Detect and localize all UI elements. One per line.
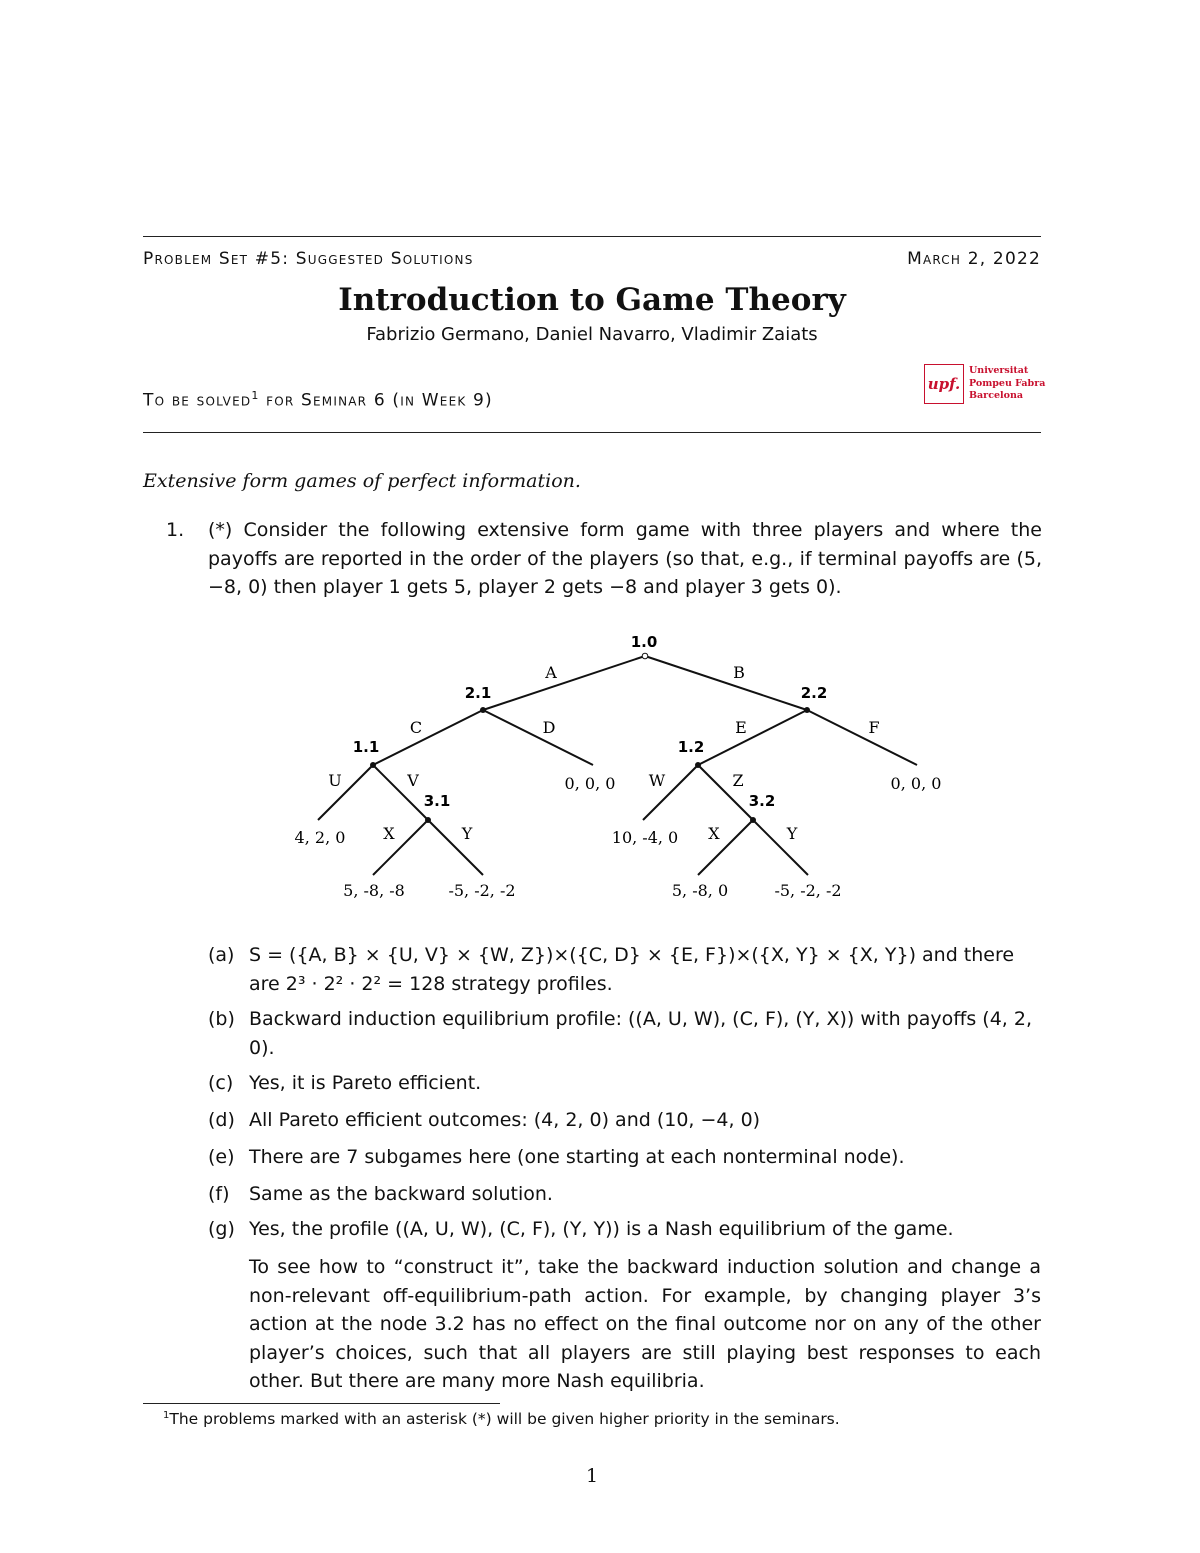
node-1-1 xyxy=(370,762,376,768)
node-label-root: 1.0 xyxy=(630,633,658,651)
payoff-D: 0, 0, 0 xyxy=(564,774,616,793)
node-2-1 xyxy=(480,707,486,713)
edge-F xyxy=(807,710,917,765)
edge-label-V: V xyxy=(407,771,419,790)
edge-X1 xyxy=(373,820,428,875)
edge-label-Y2: Y xyxy=(786,824,798,843)
subtitle-pre: To be solved xyxy=(143,390,252,411)
upf-logo-line-1: Universitat xyxy=(969,365,1029,376)
node-root xyxy=(642,653,648,659)
edge-V xyxy=(373,765,428,820)
edge-label-C: C xyxy=(409,718,423,737)
problem-text: (*) Consider the following extensive form game with three players and where the payoffs are reported in the order of the players (so that, e.g., if terminal payoffs are (5, −8, 0) then player 1 gets 5, player 2 gets −8 and player 3 gets 0). xyxy=(208,519,1042,598)
node-label-1-2: 1.2 xyxy=(677,738,705,756)
node-label-3-2: 3.2 xyxy=(748,792,776,810)
answer-g-explanation: To see how to “construct it”, take the backward induction solution and change a non-relevant off-equilibrium-path action. For example, by changing player 3’s action at the node 3.2 has no effect on the final outcome nor on any of the other player’s choices, such that all players are still playing best responses to each other. But there are many more Nash equilibria. xyxy=(249,1256,1041,1392)
payoff-W: 10, -4, 0 xyxy=(611,828,679,847)
edge-C xyxy=(373,710,483,765)
answer-c xyxy=(208,1069,1042,1098)
node-3-1 xyxy=(425,817,431,823)
payoff-X1: 5, -8, -8 xyxy=(343,881,405,900)
edge-label-A: A xyxy=(545,663,557,682)
page-number: 1 xyxy=(585,1465,599,1487)
answer-d xyxy=(208,1106,1042,1135)
edge-Y1 xyxy=(428,820,483,875)
edge-label-Z: Z xyxy=(732,771,744,790)
header-date: March 2, 2022 xyxy=(907,249,1041,269)
footnote-text: The problems marked with an asterisk (*) will be given higher priority in the seminars. xyxy=(169,1410,840,1429)
subtitle-post: for Seminar 6 (in Week 9) xyxy=(259,390,493,411)
payoff-X2: 5, -8, 0 xyxy=(671,881,729,900)
answer-text: There are 7 subgames here (one starting at each nonterminal node). xyxy=(249,1146,905,1168)
edge-label-U: U xyxy=(328,771,342,790)
header-left: Problem Set #5: Suggested Solutions xyxy=(143,249,474,269)
answer-label: (g) xyxy=(208,1218,235,1240)
answer-e xyxy=(208,1143,1042,1172)
node-label-1-1: 1.1 xyxy=(352,738,380,756)
answer-f xyxy=(208,1180,1042,1209)
answer-text: All Pareto efficient outcomes: (4, 2, 0) and (10, −4, 0) xyxy=(249,1109,761,1131)
authors: Fabrizio Germano, Daniel Navarro, Vladimir Zaiats xyxy=(366,324,818,345)
edge-D xyxy=(483,710,593,765)
edge-label-D: D xyxy=(542,718,556,737)
answer-label: (e) xyxy=(208,1146,235,1168)
node-3-2 xyxy=(750,817,756,823)
answer-text: Yes, it is Pareto efficient. xyxy=(249,1072,482,1094)
payoff-Y1: -5, -2, -2 xyxy=(448,881,516,900)
answer-label: (f) xyxy=(208,1183,230,1205)
payoff-F: 0, 0, 0 xyxy=(890,774,942,793)
answer-label: (c) xyxy=(208,1072,234,1094)
edge-E xyxy=(698,710,807,765)
node-1-2 xyxy=(695,762,701,768)
node-label-3-1: 3.1 xyxy=(423,792,451,810)
edge-label-F: F xyxy=(868,718,880,737)
answer-text: Yes, the profile ((A, U, W), (C, F), (Y, Y)) is a Nash equilibrium of the game. xyxy=(249,1218,954,1240)
upf-logo-line-3: Barcelona xyxy=(969,390,1024,401)
edge-X2 xyxy=(698,820,753,875)
edge-label-W: W xyxy=(648,771,666,790)
answer-text: Backward induction equilibrium profile: ((A, U, W), (C, F), (Y, X)) with payoffs (4, 2, 0). xyxy=(249,1008,1032,1059)
answer-g xyxy=(208,1215,1042,1244)
edge-B xyxy=(645,656,807,710)
answer-a xyxy=(208,941,1042,998)
footnote-rule xyxy=(143,1403,500,1404)
page-title: Introduction to Game Theory xyxy=(338,282,846,318)
edge-U xyxy=(318,765,373,820)
subtitle-footnote-mark: 1 xyxy=(251,389,260,402)
answer-text: S = ({A, B} × {U, V} × {W, Z})×({C, D} × {E, F})×({X, Y} × {X, Y}) and there are 2³ · 2² · 2² = 128 strategy profiles. xyxy=(249,944,1015,995)
payoff-U: 4, 2, 0 xyxy=(294,828,346,847)
edge-label-X1: X xyxy=(383,824,395,843)
answer-text: Same as the backward solution. xyxy=(249,1183,553,1205)
edge-label-Y1: Y xyxy=(461,824,473,843)
payoff-Y2: -5, -2, -2 xyxy=(774,881,842,900)
answer-label: (a) xyxy=(208,944,235,966)
edge-label-E: E xyxy=(735,718,747,737)
answer-label: (b) xyxy=(208,1008,235,1030)
node-label-2-2: 2.2 xyxy=(800,684,828,702)
answer-b xyxy=(208,1005,1042,1062)
section-heading: Extensive form games of perfect information. xyxy=(143,470,581,492)
edge-label-B: B xyxy=(733,663,745,682)
footnote xyxy=(163,1410,840,1428)
upf-logo-line-2: Pompeu Fabra xyxy=(969,377,1046,389)
upf-logo-mark: upf. xyxy=(924,364,964,404)
answer-label: (d) xyxy=(208,1109,235,1131)
edge-A xyxy=(483,656,645,710)
edge-label-X2: X xyxy=(708,824,720,843)
footnote-mark: 1 xyxy=(163,1410,170,1421)
problem-number: 1. xyxy=(166,519,185,541)
node-label-2-1: 2.1 xyxy=(464,684,492,702)
node-2-2 xyxy=(804,707,810,713)
edge-Z xyxy=(698,765,753,820)
edge-Y2 xyxy=(753,820,808,875)
